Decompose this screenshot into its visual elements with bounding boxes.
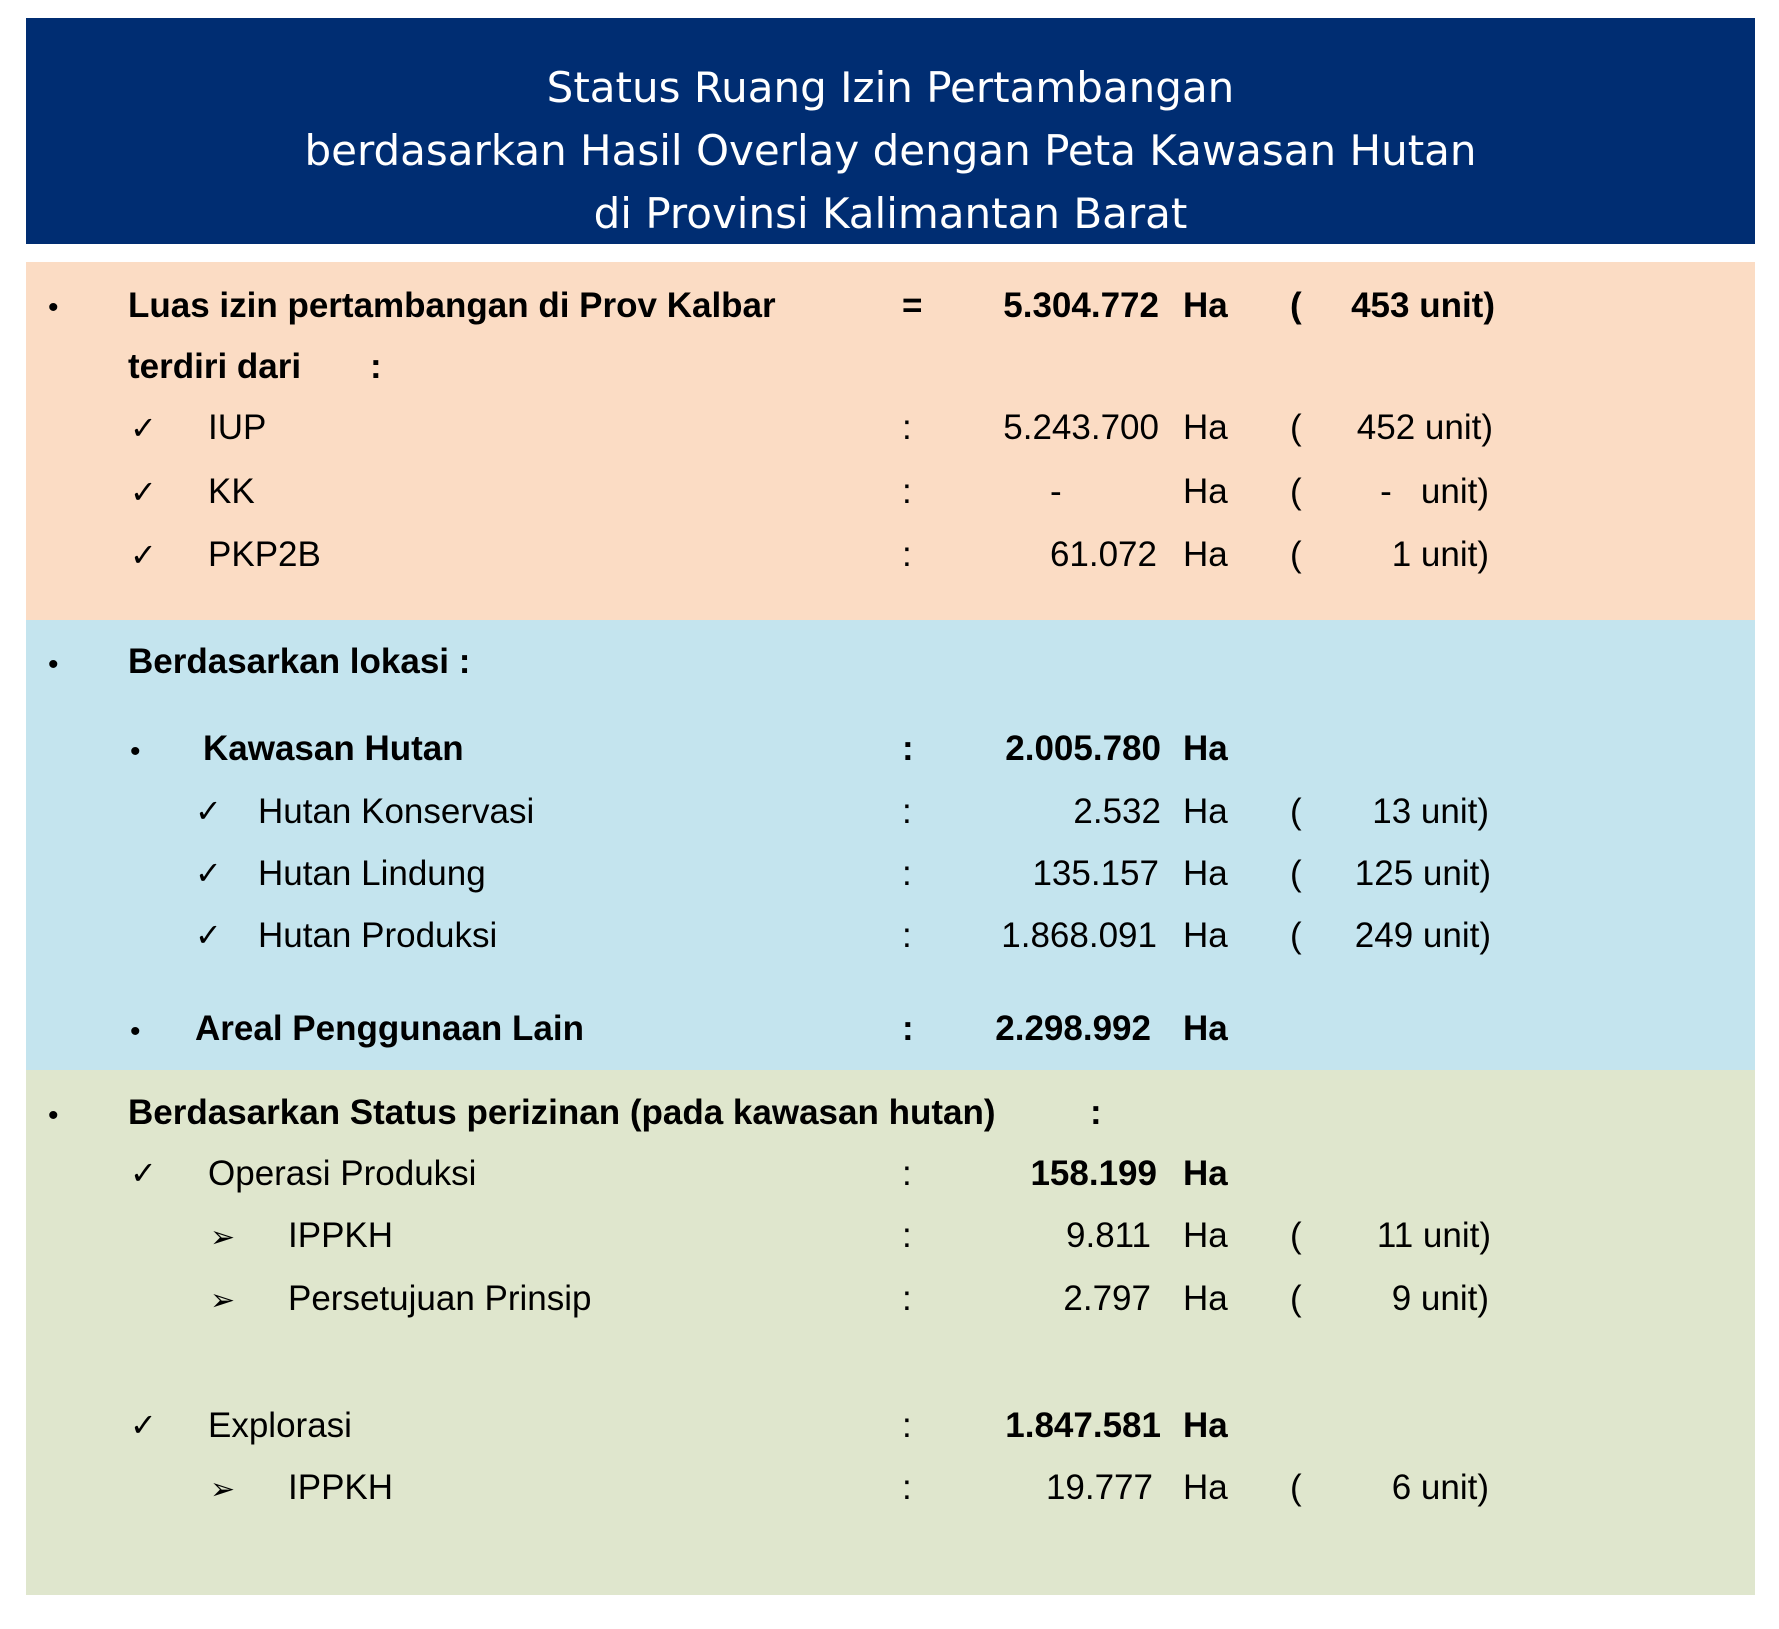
colon: : xyxy=(902,854,912,893)
item-unit: Ha xyxy=(1183,916,1228,955)
operasi-value: 158.199 xyxy=(1030,1154,1157,1193)
colon: : xyxy=(902,535,912,574)
status-heading: Berdasarkan Status perizinan (pada kawasan hutan) xyxy=(128,1093,996,1132)
colon: : xyxy=(1090,1093,1102,1132)
explorasi-unit: Ha xyxy=(1183,1406,1228,1445)
item-label: KK xyxy=(208,472,255,511)
item-count: 1 unit) xyxy=(1391,535,1489,574)
colon: : xyxy=(902,408,912,447)
item-count: 9 unit) xyxy=(1391,1279,1489,1318)
item-label: Hutan Konservasi xyxy=(258,792,535,831)
open-paren: ( xyxy=(1290,535,1302,574)
total-unit: Ha xyxy=(1183,286,1228,325)
item-unit: Ha xyxy=(1183,792,1228,831)
item-value: 135.157 xyxy=(1032,854,1159,893)
item-label: IUP xyxy=(208,408,267,447)
operasi-unit: Ha xyxy=(1183,1154,1228,1193)
item-count: - unit) xyxy=(1380,472,1489,511)
item-value: - xyxy=(1050,472,1062,511)
colon: : xyxy=(902,729,914,768)
section-by-location xyxy=(26,620,1755,1070)
equals-sign: = xyxy=(902,286,923,325)
check-icon: ✓ xyxy=(130,1154,157,1192)
bullet-icon: • xyxy=(48,1099,59,1132)
item-label: Hutan Produksi xyxy=(258,916,498,955)
title-banner xyxy=(26,18,1755,244)
check-icon: ✓ xyxy=(130,409,157,447)
arrow-icon: ➢ xyxy=(210,1283,236,1318)
item-label: IPPKH xyxy=(288,1468,394,1507)
colon: : xyxy=(902,1154,912,1193)
open-paren: ( xyxy=(1290,916,1302,955)
explorasi-label: Explorasi xyxy=(208,1406,352,1445)
title-line-2: berdasarkan Hasil Overlay dengan Peta Kawasan Hutan xyxy=(304,126,1477,175)
colon: : xyxy=(902,916,912,955)
item-value: 5.243.700 xyxy=(1003,408,1159,447)
open-paren: ( xyxy=(1290,1279,1302,1318)
bullet-icon: • xyxy=(130,1015,141,1048)
arrow-icon: ➢ xyxy=(210,1220,236,1255)
bullet-icon: • xyxy=(48,291,59,324)
item-count: 11 unit) xyxy=(1376,1216,1491,1255)
colon: : xyxy=(902,1009,914,1048)
colon: : xyxy=(902,1406,912,1445)
bullet-icon: • xyxy=(48,648,59,681)
item-count: 249 unit) xyxy=(1354,916,1491,955)
title-line-3: di Provinsi Kalimantan Barat xyxy=(593,189,1188,238)
subtitle-label: terdiri dari xyxy=(128,347,302,386)
item-value: 2.797 xyxy=(1063,1279,1151,1318)
colon: : xyxy=(902,1468,912,1507)
open-paren: ( xyxy=(1290,1216,1302,1255)
kawasan-label: Kawasan Hutan xyxy=(203,729,464,768)
check-icon: ✓ xyxy=(195,792,222,830)
total-value: 5.304.772 xyxy=(1003,286,1159,325)
apl-unit: Ha xyxy=(1183,1009,1228,1048)
item-label: Persetujuan Prinsip xyxy=(288,1279,592,1318)
item-unit: Ha xyxy=(1183,472,1228,511)
item-unit: Ha xyxy=(1183,535,1228,574)
item-count: 6 unit) xyxy=(1391,1468,1489,1507)
item-unit: Ha xyxy=(1183,854,1228,893)
check-icon: ✓ xyxy=(130,1406,157,1444)
item-value: 9.811 xyxy=(1066,1216,1151,1255)
item-value: 1.868.091 xyxy=(1001,916,1157,955)
item-label: IPPKH xyxy=(288,1216,394,1255)
item-value: 19.777 xyxy=(1045,1468,1153,1507)
item-unit: Ha xyxy=(1183,408,1228,447)
item-label: Hutan Lindung xyxy=(258,854,486,893)
item-count: 13 unit) xyxy=(1372,792,1489,831)
apl-value: 2.298.992 xyxy=(995,1009,1151,1048)
item-count: 452 unit) xyxy=(1356,408,1493,447)
colon: : xyxy=(902,1216,912,1255)
apl-label: Areal Penggunaan Lain xyxy=(195,1009,584,1048)
item-value: 2.532 xyxy=(1073,792,1161,831)
item-label: PKP2B xyxy=(208,535,321,574)
colon: : xyxy=(902,1279,912,1318)
open-paren: ( xyxy=(1290,472,1302,511)
kawasan-unit: Ha xyxy=(1183,729,1228,768)
kawasan-value: 2.005.780 xyxy=(1005,729,1161,768)
operasi-label: Operasi Produksi xyxy=(208,1154,477,1193)
check-icon: ✓ xyxy=(195,916,222,954)
item-count: 125 unit) xyxy=(1354,854,1491,893)
item-unit: Ha xyxy=(1183,1468,1228,1507)
check-icon: ✓ xyxy=(130,473,157,511)
total-count: 453 unit) xyxy=(1351,286,1495,325)
item-unit: Ha xyxy=(1183,1279,1228,1318)
total-label: Luas izin pertambangan di Prov Kalbar xyxy=(128,286,776,325)
open-paren: ( xyxy=(1290,1468,1302,1507)
colon: : xyxy=(902,472,912,511)
open-paren: ( xyxy=(1290,408,1302,447)
colon: : xyxy=(902,792,912,831)
arrow-icon: ➢ xyxy=(210,1472,236,1507)
item-value: 61.072 xyxy=(1049,535,1157,574)
explorasi-value: 1.847.581 xyxy=(1005,1406,1161,1445)
check-icon: ✓ xyxy=(130,536,157,574)
title-line-1: Status Ruang Izin Pertambangan xyxy=(546,63,1235,112)
bullet-icon: • xyxy=(130,735,141,768)
open-paren: ( xyxy=(1290,854,1302,893)
colon: : xyxy=(370,347,382,386)
open-paren: ( xyxy=(1290,286,1302,325)
open-paren: ( xyxy=(1290,792,1302,831)
check-icon: ✓ xyxy=(195,854,222,892)
location-heading: Berdasarkan lokasi : xyxy=(128,642,471,681)
section-by-permit-status xyxy=(26,1070,1755,1595)
item-unit: Ha xyxy=(1183,1216,1228,1255)
